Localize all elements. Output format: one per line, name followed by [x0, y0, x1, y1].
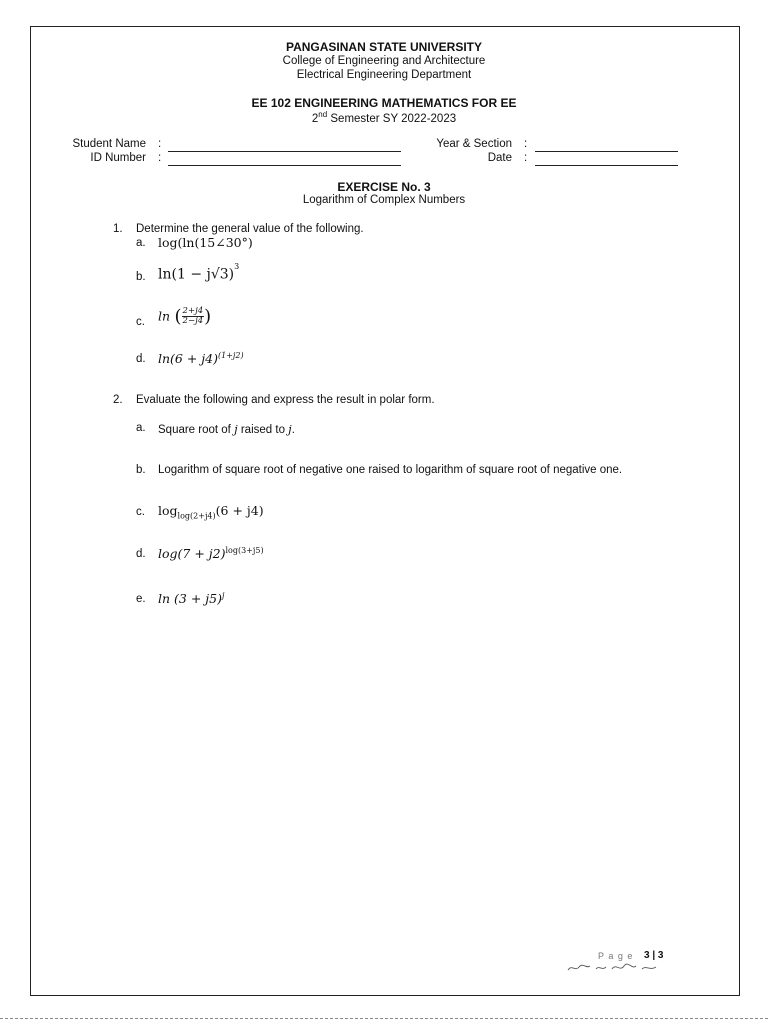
date-field[interactable]	[535, 165, 678, 166]
signature-scribble	[566, 960, 662, 974]
q1d-expression	[158, 351, 244, 366]
q2a-text	[158, 422, 295, 436]
year-section-colon: :	[524, 138, 528, 150]
q1c-expression	[158, 306, 211, 327]
q2d-exponent: log(3+j5)	[225, 546, 264, 555]
q1b-letter: b.	[136, 271, 146, 283]
q1d-base: ln(6 + j4)	[158, 351, 219, 367]
q2c-letter: c.	[136, 506, 145, 518]
q1c-denominator: 2−j4	[182, 316, 204, 326]
q1-prompt: Determine the general value of the following.	[136, 223, 364, 235]
id-number-label: ID Number	[90, 152, 146, 164]
q2c-function: log	[158, 503, 178, 518]
q2b-letter: b.	[136, 464, 146, 476]
exercise-subtitle: Logarithm of Complex Numbers	[302, 194, 466, 206]
year-section-label: Year & Section	[436, 138, 512, 150]
q2e-expression	[158, 591, 224, 606]
student-name-label: Student Name	[72, 138, 146, 150]
q1c-left-paren: (	[174, 306, 182, 327]
student-name-colon: :	[158, 138, 162, 150]
q1a-letter: a.	[136, 237, 146, 249]
id-number-colon: :	[158, 152, 162, 164]
date-label: Date	[487, 152, 512, 164]
page-number: 3 | 3	[644, 950, 664, 961]
q1c-letter: c.	[136, 316, 145, 328]
q2d-base: log(7 + j2)	[158, 546, 226, 562]
university-name: PANGASINAN STATE UNIVERSITY	[285, 40, 482, 54]
q2a-text-mid: raised to	[237, 424, 289, 436]
date-colon: :	[524, 152, 528, 164]
signature	[566, 960, 662, 974]
q1c-right-paren: )	[204, 306, 212, 327]
q2d-expression	[158, 546, 264, 561]
q2a-letter: a.	[136, 422, 146, 434]
semester-suffix: nd	[318, 110, 328, 119]
q2e-base: ln (3 + j5)	[158, 591, 222, 607]
q2a-var-j2: j	[288, 422, 292, 436]
college-name: College of Engineering and Architecture	[282, 55, 486, 67]
q1b-exponent: 3	[234, 262, 240, 271]
year-section-field[interactable]	[535, 151, 678, 152]
q1c-numerator: 2+j4	[182, 306, 204, 316]
page-label: P a g e	[598, 951, 634, 961]
student-name-field[interactable]	[168, 151, 401, 152]
course-title: EE 102 ENGINEERING MATHEMATICS FOR EE	[251, 96, 517, 110]
q2b-text: Logarithm of square root of negative one raised to logarithm of square root of negative one.	[158, 464, 623, 476]
q1b-expression	[158, 262, 240, 283]
q2-number: 2.	[113, 394, 123, 406]
q2a-text-pre: Square root of	[158, 424, 235, 436]
q2a-text-post: .	[291, 424, 295, 436]
q1d-letter: d.	[136, 353, 146, 365]
semester-text: Semester SY 2022-2023	[327, 112, 457, 125]
exercise-title: EXERCISE No. 3	[337, 180, 431, 194]
id-number-field[interactable]	[168, 165, 401, 166]
q1c-fraction	[182, 307, 205, 326]
q1c-function: ln	[158, 308, 171, 324]
q1b-base: ln(1 − j√3)	[158, 266, 235, 283]
semester-number: 2	[311, 112, 319, 125]
q2a-var-j1: j	[234, 422, 238, 436]
q1d-exponent: (1+j2)	[218, 351, 244, 360]
q2e-letter: e.	[136, 593, 146, 605]
q1-number: 1.	[113, 223, 123, 235]
q2c-expression	[158, 503, 264, 521]
department-name: Electrical Engineering Department	[296, 69, 472, 81]
q1a-expression: log(ln(15∠30°)	[158, 235, 253, 250]
q2c-subscript: log(2+j4)	[177, 511, 216, 521]
q2e-exponent: j	[221, 591, 225, 600]
q2-prompt: Evaluate the following and express the result in polar form.	[136, 394, 435, 406]
q2c-argument: (6 + j4)	[215, 503, 264, 518]
q2d-letter: d.	[136, 548, 146, 560]
semester-line	[0, 110, 768, 125]
